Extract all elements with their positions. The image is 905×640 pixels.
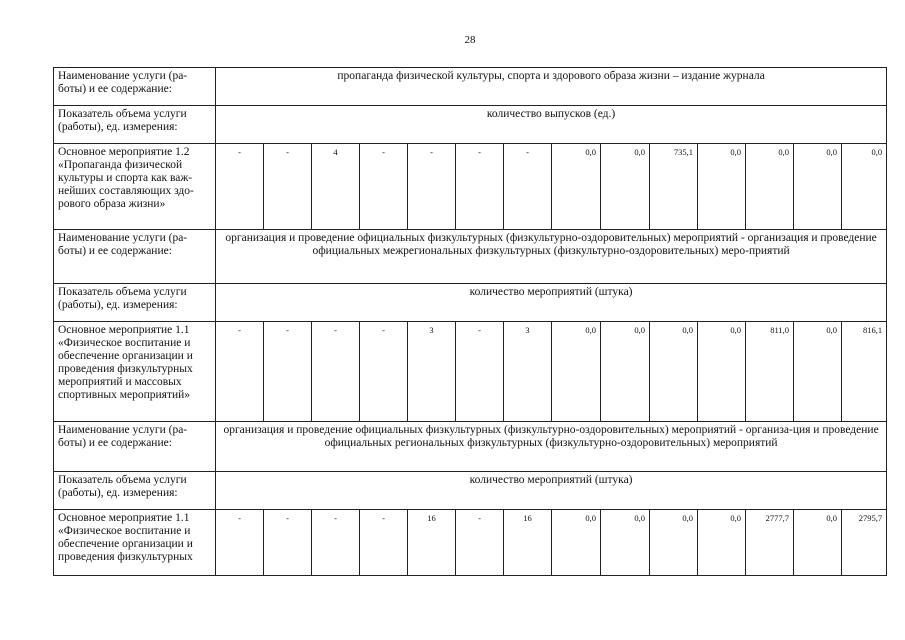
- value-cell: 0,0: [698, 322, 746, 422]
- value-cell: -: [504, 144, 552, 230]
- value-cell: 0,0: [601, 510, 650, 576]
- service-text: пропаганда физической культуры, спорта и здорового образа жизни – издание журнала: [216, 68, 887, 106]
- value-cell: -: [456, 510, 504, 576]
- value-cell: 4: [312, 144, 360, 230]
- indicator-text: количество мероприятий (штука): [216, 472, 887, 510]
- value-cell: 2777,7: [746, 510, 794, 576]
- value-cell: -: [264, 322, 312, 422]
- value-cell: -: [456, 322, 504, 422]
- value-cell: 0,0: [601, 144, 650, 230]
- service-text: организация и проведение официальных физкультурных (физкультурно-оздоровительных) мероприятий - организа-ция и проведение официальных региональных физкультурных (физкультурно-оздоровительных) мероприятий: [216, 422, 887, 472]
- value-cell: 0,0: [552, 144, 601, 230]
- value-cell: -: [312, 322, 360, 422]
- value-cell: 0,0: [650, 510, 698, 576]
- indicator-text: количество мероприятий (штука): [216, 284, 887, 322]
- service-row: [54, 68, 887, 106]
- indicator-label: Показатель объема услуги (работы), ед. измерения:: [54, 472, 216, 510]
- value-cell: -: [264, 144, 312, 230]
- value-cell: 816,1: [842, 322, 887, 422]
- event-label: Основное мероприятие 1.1 «Физическое воспитание и обеспечение организации и проведения физкультурных мероприятий и массовых спортивных мероприятий»: [54, 322, 216, 422]
- value-cell: -: [456, 144, 504, 230]
- value-cell: -: [360, 322, 408, 422]
- value-cell: 0,0: [698, 510, 746, 576]
- value-cell: 16: [408, 510, 456, 576]
- indicator-row: [54, 472, 887, 510]
- value-cell: 735,1: [650, 144, 698, 230]
- indicator-label: Показатель объема услуги (работы), ед. измерения:: [54, 284, 216, 322]
- value-cell: 0,0: [794, 510, 842, 576]
- value-cell: -: [408, 144, 456, 230]
- indicator-row: [54, 106, 887, 144]
- value-cell: -: [216, 144, 264, 230]
- value-cell: 0,0: [601, 322, 650, 422]
- value-cell: 0,0: [842, 144, 887, 230]
- event-label: Основное мероприятие 1.2 «Пропаганда физической культуры и спорта как важ-нейших составляющих здо-рового образа жизни»: [54, 144, 216, 230]
- value-cell: -: [360, 510, 408, 576]
- event-row: [54, 510, 887, 576]
- indicator-row: [54, 284, 887, 322]
- service-label: Наименование услуги (ра-боты) и ее содержание:: [54, 230, 216, 284]
- value-cell: 2795,7: [842, 510, 887, 576]
- value-cell: 0,0: [552, 322, 601, 422]
- page-number: 28: [464, 34, 476, 46]
- value-cell: 0,0: [746, 144, 794, 230]
- value-cell: 811,0: [746, 322, 794, 422]
- value-cell: 0,0: [794, 322, 842, 422]
- value-cell: -: [360, 144, 408, 230]
- value-cell: 0,0: [698, 144, 746, 230]
- value-cell: -: [312, 510, 360, 576]
- service-label: Наименование услуги (ра-боты) и ее содержание:: [54, 422, 216, 472]
- event-row: [54, 144, 887, 230]
- service-row: [54, 230, 887, 284]
- indicator-label: Показатель объема услуги (работы), ед. измерения:: [54, 106, 216, 144]
- value-cell: 0,0: [794, 144, 842, 230]
- value-cell: -: [216, 322, 264, 422]
- value-cell: 0,0: [650, 322, 698, 422]
- service-text: организация и проведение официальных физкультурных (физкультурно-оздоровительных) мероприятий - организация и проведение официальных межрегиональных физкультурных (физкультурно-оздоровительных) меро-приятий: [216, 230, 887, 284]
- service-label: Наименование услуги (ра-боты) и ее содержание:: [54, 68, 216, 106]
- event-row: [54, 322, 887, 422]
- service-row: [54, 422, 887, 472]
- indicator-text: количество выпусков (ед.): [216, 106, 887, 144]
- event-label: Основное мероприятие 1.1 «Физическое воспитание и обеспечение организации и проведения физкультурных: [54, 510, 216, 576]
- value-cell: 3: [504, 322, 552, 422]
- value-cell: -: [264, 510, 312, 576]
- value-cell: 0,0: [552, 510, 601, 576]
- value-cell: 16: [504, 510, 552, 576]
- value-cell: -: [216, 510, 264, 576]
- program-table: [53, 67, 887, 576]
- value-cell: 3: [408, 322, 456, 422]
- table-body: [54, 68, 887, 576]
